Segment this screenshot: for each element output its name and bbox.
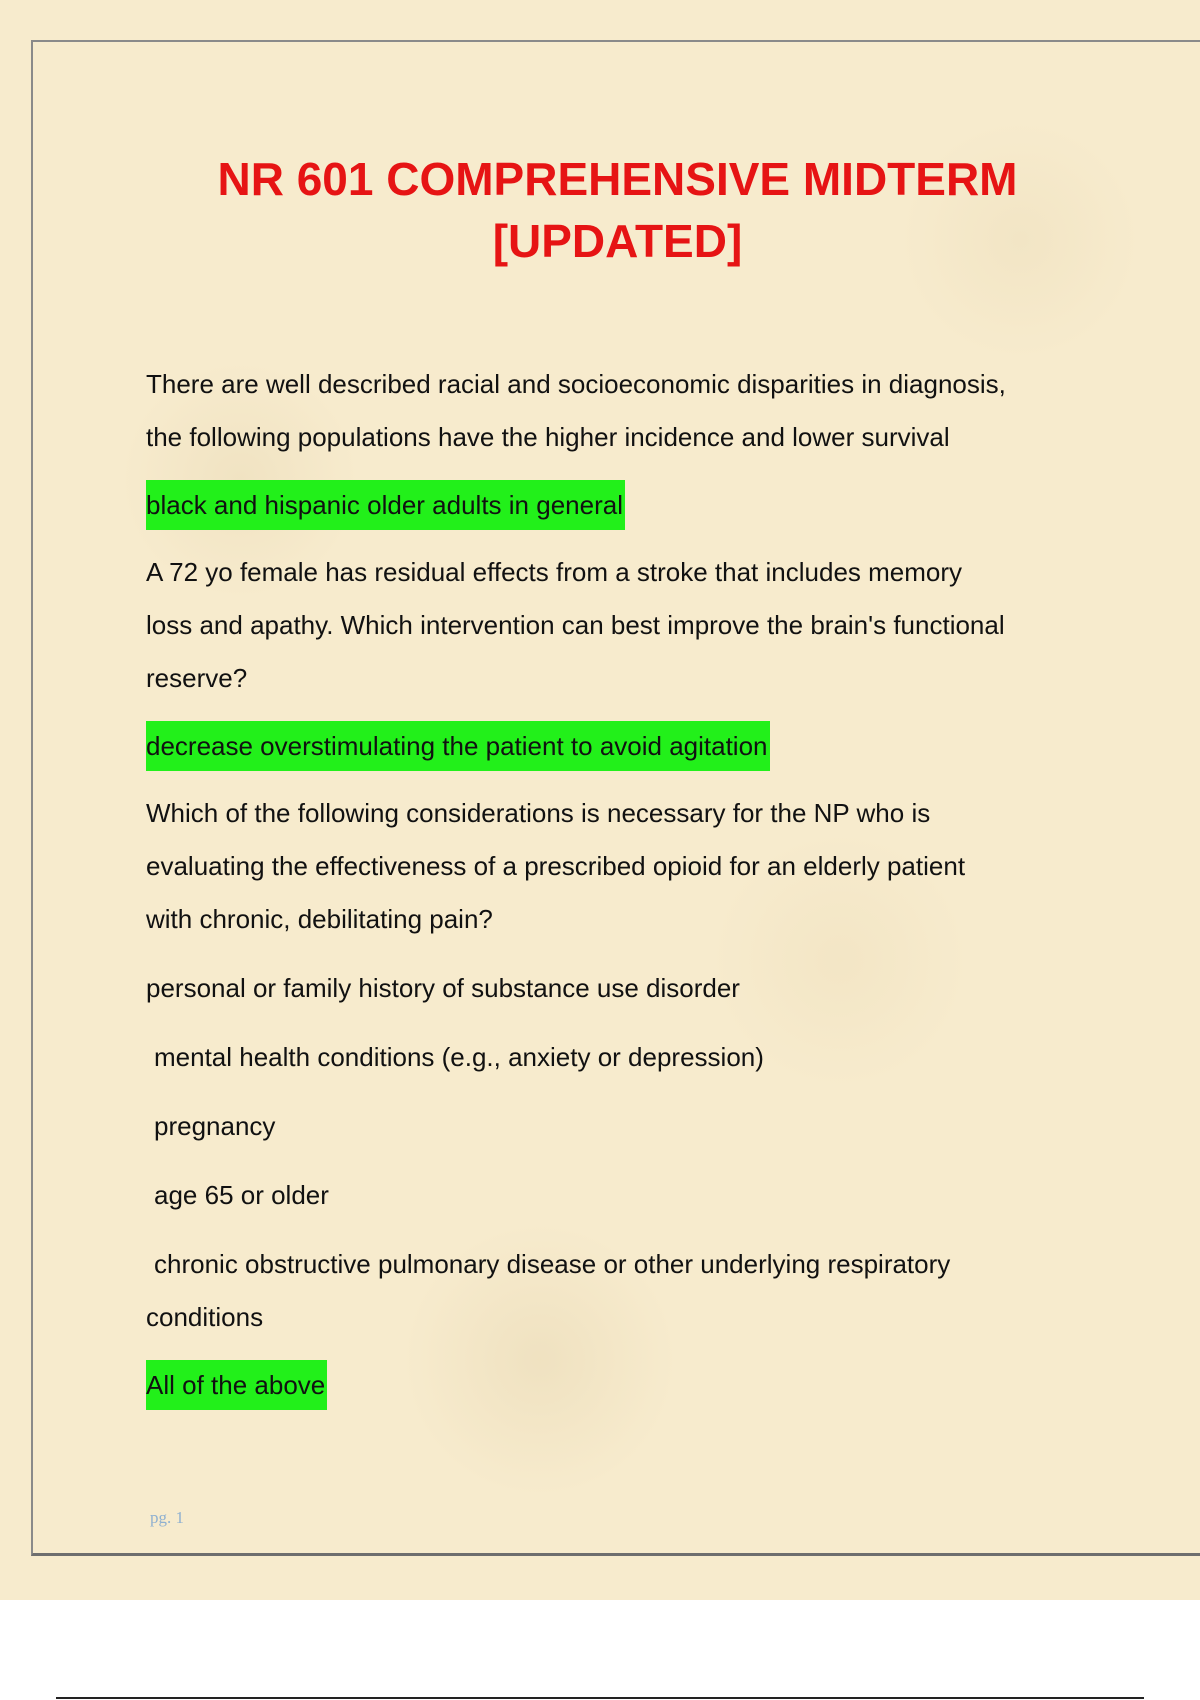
- question-2: [146, 546, 1106, 705]
- option-respiratory-line-1: chronic obstructive pulmonary disease or other underlying respiratory: [154, 1249, 951, 1279]
- document-body: [146, 358, 1106, 1426]
- question-2-line-1: A 72 yo female has residual effects from a stroke that includes memory: [146, 557, 963, 587]
- option-pregnancy: pregnancy: [154, 1111, 276, 1141]
- answer-1-highlight: black and hispanic older adults in general: [146, 480, 625, 530]
- answer-2-row: [146, 721, 1106, 787]
- question-2-line-2: loss and apathy. Which intervention can best improve the brain's functional: [146, 610, 1005, 640]
- question-3-line-1: Which of the following considerations is necessary for the NP who is: [146, 798, 931, 828]
- title-line-1: NR 601 COMPREHENSIVE MIDTERM: [217, 153, 1018, 205]
- option-substance-history: personal or family history of substance use disorder: [146, 973, 740, 1003]
- answer-3-row: [146, 1360, 1106, 1426]
- bottom-rule: [56, 1697, 1144, 1699]
- answer-2-highlight: decrease overstimulating the patient to avoid agitation: [146, 721, 770, 771]
- question-3-line-3: with chronic, debilitating pain?: [146, 904, 493, 934]
- question-2-line-3: reserve?: [146, 663, 248, 693]
- option-respiratory: [146, 1238, 1106, 1344]
- option-age: age 65 or older: [154, 1180, 329, 1210]
- question-1-line-1: There are well described racial and socioeconomic disparities in diagnosis,: [146, 369, 1006, 399]
- option-respiratory-line-2: conditions: [146, 1302, 264, 1332]
- answer-1-row: [146, 480, 1106, 546]
- document-title: [120, 148, 1115, 272]
- question-1: [146, 358, 1106, 464]
- answer-3-highlight: All of the above: [146, 1360, 327, 1410]
- question-3: [146, 787, 1106, 946]
- page-number: pg. 1: [150, 1508, 184, 1527]
- question-1-line-2: the following populations have the higher incidence and lower survival: [146, 422, 950, 452]
- question-3-line-2: evaluating the effectiveness of a prescribed opioid for an elderly patient: [146, 851, 966, 881]
- option-mental-health: mental health conditions (e.g., anxiety or depression): [154, 1042, 764, 1072]
- title-line-2: [UPDATED]: [492, 215, 743, 267]
